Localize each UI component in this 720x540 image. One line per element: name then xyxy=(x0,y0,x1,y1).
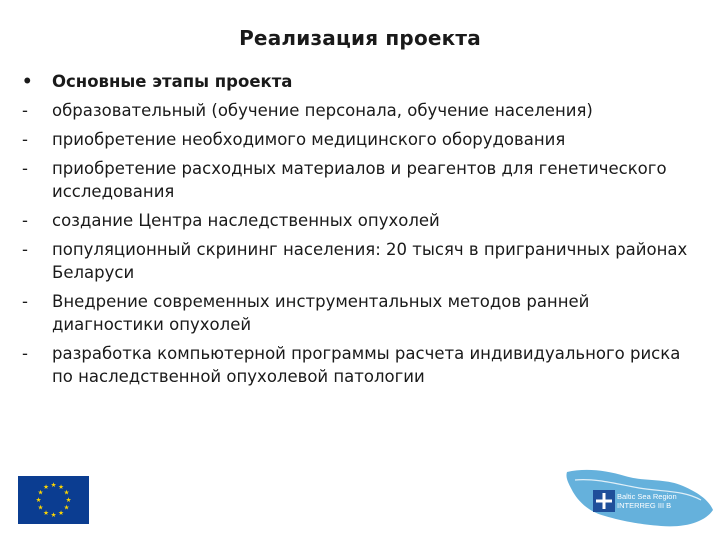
list-item-text: Основные этапы проекта xyxy=(52,72,293,91)
interreg-text xyxy=(617,492,677,510)
eu-star-icon: ★ xyxy=(50,481,57,490)
eu-star-icon: ★ xyxy=(58,483,64,492)
list-item-text: образовательный (обучение персонала, обучение населения) xyxy=(52,101,593,120)
list-item xyxy=(22,99,702,122)
dash-marker: - xyxy=(22,211,28,230)
interreg-line1: Baltic Sea Region xyxy=(617,492,677,501)
eu-star-icon: ★ xyxy=(65,496,72,505)
eu-flag-logo xyxy=(18,476,89,524)
list-item-text: приобретение необходимого медицинского оборудования xyxy=(52,130,566,149)
slide-title: Реализация проекта xyxy=(239,26,481,50)
dash-marker: - xyxy=(22,130,28,149)
list-item xyxy=(22,209,702,232)
eu-star-icon: ★ xyxy=(37,503,44,512)
eu-star-icon: ★ xyxy=(63,503,70,512)
dash-marker: - xyxy=(22,159,28,178)
dash-marker: - xyxy=(22,101,28,120)
list-item xyxy=(22,342,702,388)
list-item-text: Внедрение современных инструментальных методов ранней диагностики опухолей xyxy=(52,292,590,334)
list-item xyxy=(22,70,702,93)
eu-star-icon: ★ xyxy=(63,488,70,497)
list-item-text: популяционный скрининг населения: 20 тысяч в приграничных районах Беларуси xyxy=(52,240,688,282)
eu-star-icon: ★ xyxy=(43,509,49,518)
list-item xyxy=(22,128,702,151)
dash-marker: - xyxy=(22,292,28,311)
list-item-text: разработка компьютерной программы расчета индивидуального риска по наследственной опухолевой патологии xyxy=(52,344,681,386)
dash-marker: - xyxy=(22,240,28,259)
list-item xyxy=(22,238,702,284)
project-stages-list xyxy=(22,70,702,394)
eu-star-icon: ★ xyxy=(43,483,49,492)
eu-star-icon: ★ xyxy=(37,488,44,497)
list-item xyxy=(22,290,702,336)
eu-star-icon: ★ xyxy=(35,496,42,505)
eu-star-icon: ★ xyxy=(58,509,64,518)
list-item xyxy=(22,157,702,203)
list-item-text: приобретение расходных материалов и реагентов для генетического исследования xyxy=(52,159,667,201)
eu-star-icon: ★ xyxy=(50,511,57,520)
dash-marker: - xyxy=(22,344,28,363)
interreg-line2: INTERREG III B xyxy=(617,501,672,510)
list-item-text: создание Центра наследственных опухолей xyxy=(52,211,440,230)
bullet-marker: • xyxy=(22,72,33,91)
